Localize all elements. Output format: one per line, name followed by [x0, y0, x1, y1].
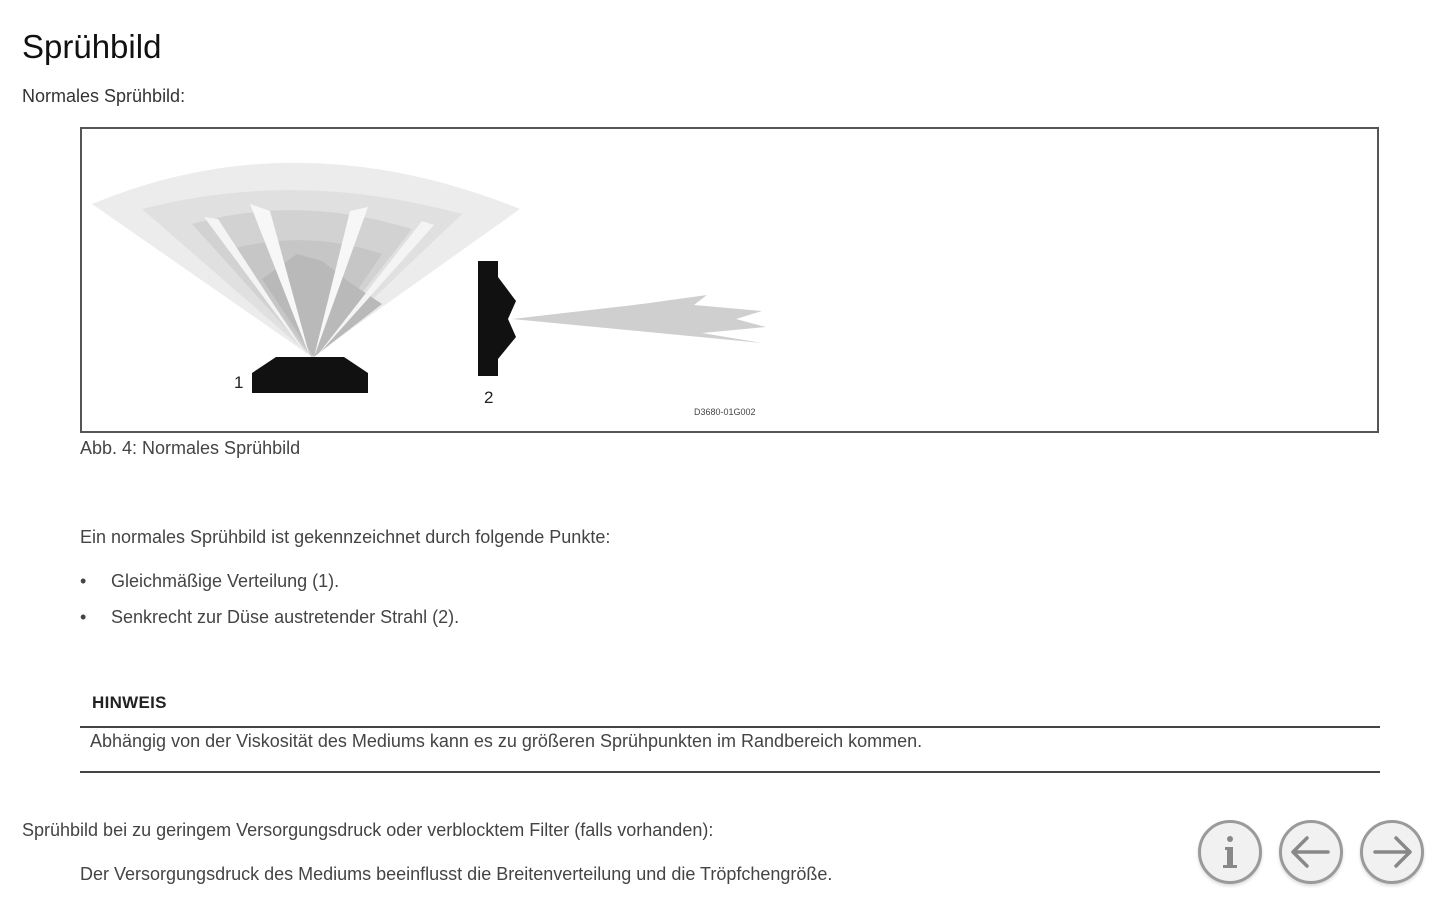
- notice-divider-top: [80, 726, 1380, 728]
- arrow-left-icon: [1282, 823, 1340, 881]
- intro-text: Normales Sprühbild:: [22, 86, 186, 106]
- arrow-right-icon: [1363, 823, 1421, 881]
- back-button[interactable]: [1279, 820, 1343, 884]
- jet-nozzle: [478, 261, 516, 376]
- info-icon: [1201, 823, 1259, 881]
- section-heading: Sprühbild bei zu geringem Versorgungsdruck oder verblocktem Filter (falls vorhanden):: [22, 820, 714, 840]
- fan-spray-pattern: [92, 163, 520, 357]
- bullet-icon: •: [80, 607, 87, 627]
- lead-text: Ein normales Sprühbild ist gekennzeichnet durch folgende Punkte:: [80, 527, 611, 547]
- bullet-icon: •: [80, 571, 87, 591]
- info-button[interactable]: [1198, 820, 1262, 884]
- notice-text: Abhängig von der Viskosität des Mediums kann es zu größeren Sprühpunkten im Randbereich kommen.: [90, 731, 923, 751]
- fan-nozzle: [252, 357, 368, 393]
- notice-title: HINWEIS: [92, 693, 167, 712]
- list-item-text: Gleichmäßige Verteilung (1).: [111, 571, 340, 591]
- section-text: Der Versorgungsdruck des Mediums beeinflusst die Breitenverteilung und die Tröpfchengröße.: [80, 864, 833, 884]
- notice-divider-bottom: [80, 771, 1380, 773]
- forward-button[interactable]: [1360, 820, 1424, 884]
- page-title: Sprühbild: [22, 28, 162, 65]
- figure-frame: [80, 127, 1379, 433]
- label-2: 2: [484, 388, 494, 407]
- label-1: 1: [234, 373, 244, 392]
- figure-code: D3680-01G002: [694, 407, 756, 417]
- spray-pattern-illustration: [82, 129, 1377, 431]
- straight-jet-spray: [512, 295, 766, 343]
- figure-caption: Abb. 4: Normales Sprühbild: [80, 438, 301, 458]
- list-item-text: Senkrecht zur Düse austretender Strahl (2).: [111, 607, 460, 627]
